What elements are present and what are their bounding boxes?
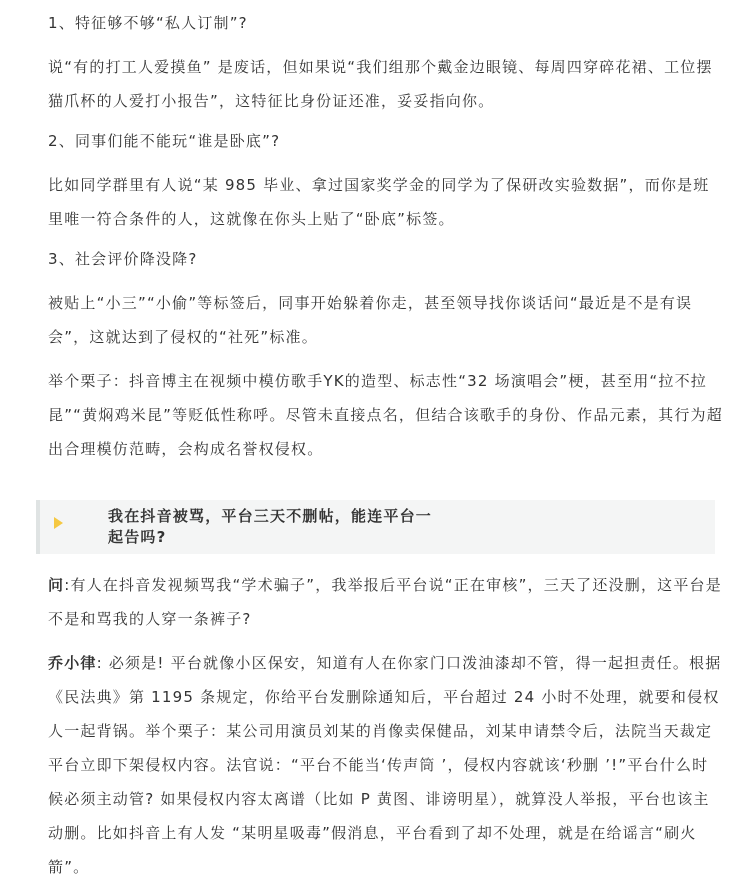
section1-heading: 1、特征够不够“私人订制”? (48, 14, 248, 32)
question-text: :有人在抖音发视频骂我“学术骗子”，我举报后平台说“正在审核”，三天了还没删，这平台是不是和骂我的人穿一条裤子? (48, 576, 722, 628)
section1-body: 说“有的打工人爱摸鱼” 是废话，但如果说“我们组那个戴金边眼镜、每周四穿碎花裙、工位摆猫爪杯的人爱打小报告”，这特征比身份证还准，妥妥指向你。 (48, 58, 713, 110)
question-label: 问 (48, 576, 65, 594)
answer-paragraph (48, 646, 723, 884)
section3-body: 被贴上“小三”“小偷”等标签后，同事开始躲着你走，甚至领导找你谈话问“最近是不是有误会”，这就达到了侵权的“社死”标准。 (48, 294, 693, 346)
answer-label: 乔小律 (48, 654, 97, 672)
question-callout (36, 500, 715, 554)
callout-title: 我在抖音被骂，平台三天不删帖，能连平台一起告吗? (108, 507, 433, 546)
section2-heading: 2、同事们能不能玩“谁是卧底”? (48, 132, 281, 150)
triangle-right-icon (54, 517, 63, 529)
section3-heading: 3、社会评价降没降? (48, 250, 198, 268)
section3-example: 举个栗子：抖音博主在视频中模仿歌手YK的造型、标志性“32 场演唱会”梗，甚至用“拉不拉昆”“黄焖鸡米昆”等贬低性称呼。尽管未直接点名，但结合该歌手的身份、作品元素，其行为超出合理模仿范畴，会构成名誉权侵权。 (48, 372, 723, 458)
answer-text: : 必须是! 平台就像小区保安，知道有人在你家门口泼油漆却不管，得一起担责任。根据《民法典》第 1195 条规定，你给平台发删除通知后，平台超过 24 小时不处理，就要和侵权人一起背锅。举个栗子：某公司用演员刘某的肖像卖保健品，刘某申请禁令后，法院当天裁定平台立即下架侵权内容。法官说：“平台不能当‘传声筒 ’，侵权内容就该‘秒删 ’!”平台什么时候必须主动管? 如果侵权内容太离谱（比如 P 黄图、诽谤明星），就算没人举报，平台也该主动删。比如抖音上有人发 “某明星吸毒”假消息，平台看到了却不处理，就是在给谣言“刷火箭”。 (48, 654, 722, 876)
section2-body: 比如同学群里有人说“某 985 毕业、拿过国家奖学金的同学为了保研改实验数据”，而你是班里唯一符合条件的人，这就像在你头上贴了“卧底”标签。 (48, 176, 710, 228)
question-paragraph (48, 568, 723, 636)
